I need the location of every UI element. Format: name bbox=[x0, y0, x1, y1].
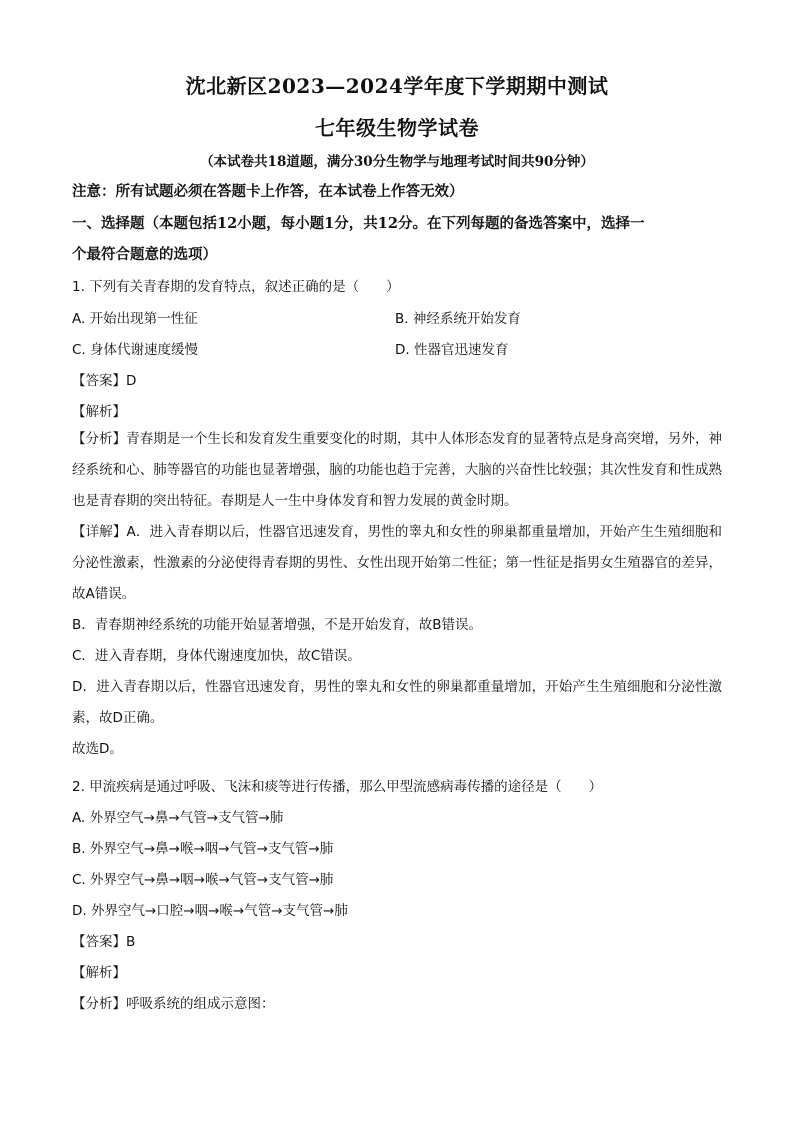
q1-conclusion: 故选D。 bbox=[72, 741, 123, 757]
q2-answer: 【答案】B bbox=[72, 934, 136, 950]
q2-option-c: C. 外界空气→鼻→咽→喉→气管→支气管→肺 bbox=[72, 872, 334, 888]
notice: 注意：所有试题必须在答题卡上作答，在本试卷上作答无效） bbox=[72, 183, 464, 200]
section1-heading-cont: 个最符合题意的选项） bbox=[72, 246, 217, 263]
q2-option-d: D. 外界空气→口腔→咽→喉→气管→支气管→肺 bbox=[72, 903, 348, 919]
q1-analysis-label: 【解析】 bbox=[72, 404, 126, 420]
exam-instructions: （本试卷共18道题，满分30分生物学与地理考试时间共90分钟） bbox=[200, 154, 594, 170]
q1-stem: 1. 下列有关青春期的发育特点，叙述正确的是（ ） bbox=[72, 279, 400, 295]
q1-option-a: A. 开始出现第一性征 bbox=[72, 311, 198, 327]
exam-title: 沈北新区2023—2024学年度下学期期中测试 bbox=[185, 74, 609, 98]
q2-option-b: B. 外界空气→鼻→喉→咽→气管→支气管→肺 bbox=[72, 841, 334, 857]
q2-fenxi: 【分析】呼吸系统的组成示意图： bbox=[72, 996, 275, 1012]
q2-option-a: A. 外界空气→鼻→气管→支气管→肺 bbox=[72, 810, 284, 826]
q1-xiangjie-d: D．进入青春期以后，性器官迅速发育，男性的睾丸和女性的卵巢都重量增加，开始产生生殖细胞和分泌性激素，故D正确。 bbox=[72, 679, 722, 726]
exam-subject-title: 七年级生物学试卷 bbox=[315, 116, 479, 140]
section1-heading: 一、选择题（本题包括12小题，每小题1分，共12分。在下列每题的备选答案中，选择一 bbox=[72, 215, 645, 232]
q1-xiangjie-a: 【详解】A．进入青春期以后，性器官迅速发育，男性的睾丸和女性的卵巢都重量增加，开始产生生殖细胞和分泌性激素，性激素的分泌使得青春期的男性、女性出现开始第二性征；第一性征是指男女生殖器官的差异，故A错误。 bbox=[72, 524, 722, 602]
q1-xiangjie-b: B．青春期神经系统的功能开始显著增强，不是开始发育，故B错误。 bbox=[72, 617, 483, 633]
q2-analysis-label: 【解析】 bbox=[72, 965, 126, 981]
q1-option-b: B. 神经系统开始发育 bbox=[395, 311, 521, 327]
q1-fenxi: 【分析】青春期是一个生长和发育发生重要变化的时期，其中人体形态发育的显著特点是身高突增，另外，神经系统和心、肺等器官的功能也显著增强，脑的功能也趋于完善，大脑的兴奋性比较强；其次性发育和性成熟也是青春期的突出特征。春期是人一生中身体发育和智力发展的黄金时期。 bbox=[72, 431, 722, 509]
q1-option-c: C. 身体代谢速度缓慢 bbox=[72, 342, 199, 358]
q2-stem: 2. 甲流疾病是通过呼吸、飞沫和痰等进行传播，那么甲型流感病毒传播的途径是（ ） bbox=[72, 779, 603, 795]
q1-answer: 【答案】D bbox=[72, 373, 137, 389]
q1-option-d: D. 性器官迅速发育 bbox=[395, 342, 509, 358]
q1-xiangjie-c: C．进入青春期，身体代谢速度加快，故C错误。 bbox=[72, 648, 361, 664]
